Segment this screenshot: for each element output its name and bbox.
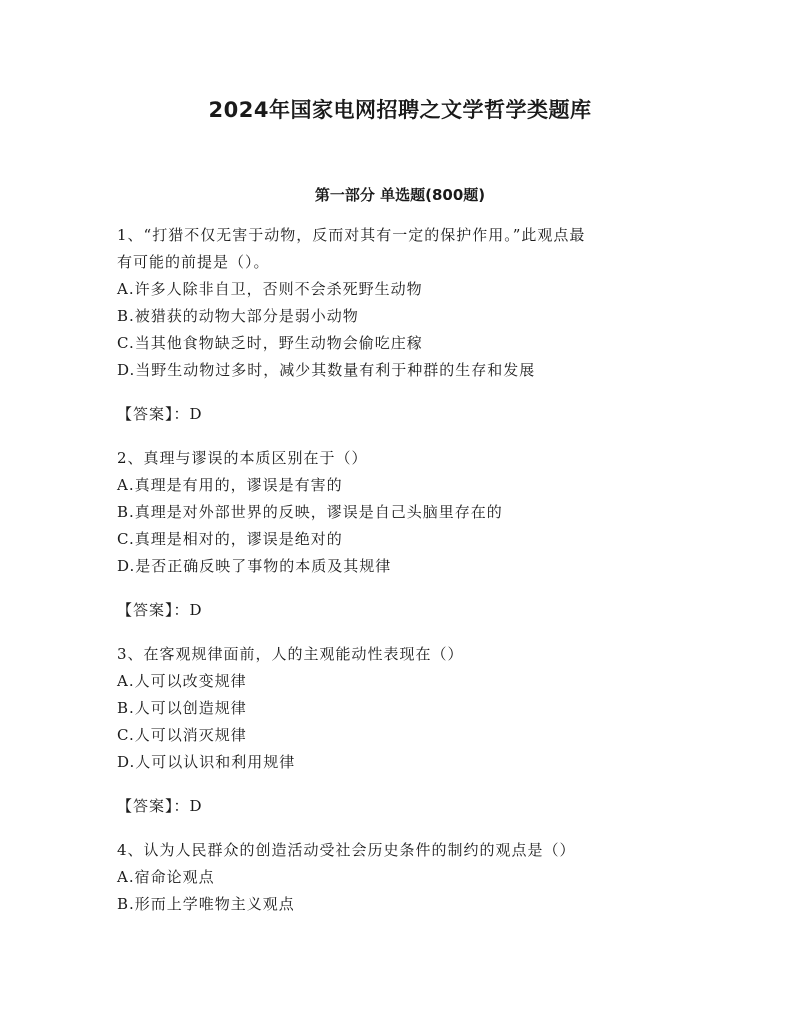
option-d: D.当野生动物过多时，减少其数量有利于种群的生存和发展 <box>117 361 536 379</box>
option-d: D.人可以认识和利用规律 <box>117 753 296 771</box>
question-stem: 1、“打猎不仅无害于动物，反而对其有一定的保护作用。”此观点最 <box>117 226 586 244</box>
question-list <box>117 222 687 918</box>
option-a: A.人可以改变规律 <box>117 672 247 690</box>
question-2 <box>117 445 687 624</box>
option-a: A.宿命论观点 <box>117 868 215 886</box>
section-title: 第一部分 单选题(800题) <box>314 186 486 204</box>
option-a: A.真理是有用的，谬误是有害的 <box>117 476 343 494</box>
question-stem: 4、认为人民群众的创造活动受社会历史条件的制约的观点是（） <box>117 841 576 859</box>
option-b: B.被猎获的动物大部分是弱小动物 <box>117 307 359 325</box>
question-3 <box>117 641 687 820</box>
answer-label: 【答案】：D <box>117 797 203 815</box>
option-c: C.人可以消灭规律 <box>117 726 247 744</box>
answer-label: 【答案】：D <box>117 601 203 619</box>
option-b: B.形而上学唯物主义观点 <box>117 895 295 913</box>
question-stem-continued: 有可能的前提是（）。 <box>117 253 270 271</box>
question-stem: 3、在客观规律面前，人的主观能动性表现在（） <box>117 645 464 663</box>
option-a: A.许多人除非自卫，否则不会杀死野生动物 <box>117 280 423 298</box>
option-b: B.真理是对外部世界的反映，谬误是自己头脑里存在的 <box>117 503 503 521</box>
question-stem: 2、真理与谬误的本质区别在于（） <box>117 449 368 467</box>
option-b: B.人可以创造规律 <box>117 699 247 717</box>
question-4 <box>117 837 687 918</box>
document-title: 2024年国家电网招聘之文学哲学类题库 <box>208 98 592 122</box>
option-d: D.是否正确反映了事物的本质及其规律 <box>117 557 392 575</box>
option-c: C.真理是相对的，谬误是绝对的 <box>117 530 343 548</box>
option-c: C.当其他食物缺乏时，野生动物会偷吃庄稼 <box>117 334 423 352</box>
question-1 <box>117 222 687 428</box>
answer-label: 【答案】：D <box>117 405 203 423</box>
